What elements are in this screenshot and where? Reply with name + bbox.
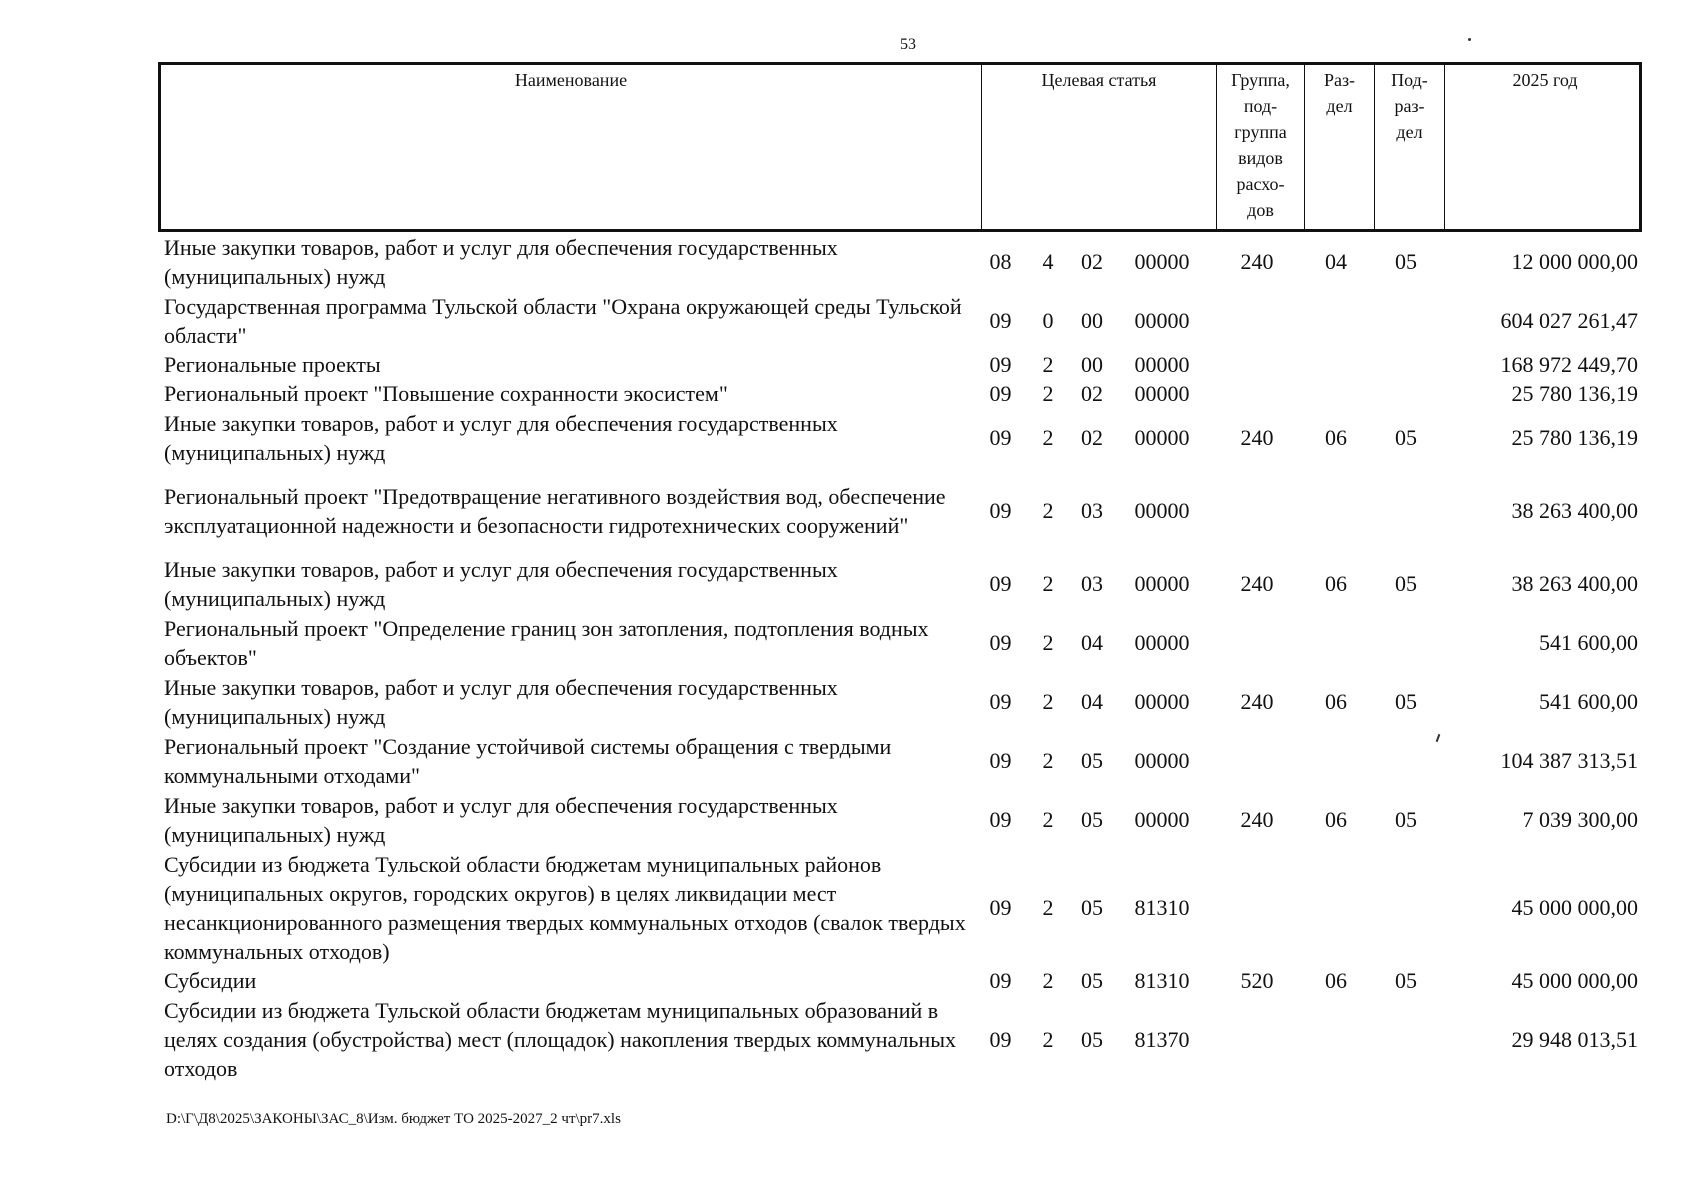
cell-group: 240 (1240, 571, 1274, 596)
row-name: Иные закупки товаров, работ и услуг для обеспечения государственных (муниципальных) нужд (164, 674, 838, 729)
cell-group: 240 (1240, 689, 1274, 714)
table-row (158, 731, 1642, 790)
scan-dot-mark (1468, 38, 1471, 41)
row-name: Субсидии из бюджета Тульской области бюджетам муниципальных районов (муниципальных округов, городских округов) в целях ликвидации мест несанкционированного размещения твердых коммунальных отходов (свалок твердых коммунальных отходов) (164, 851, 966, 964)
header-subsection-line: Под- (1391, 70, 1428, 90)
row-name: Региональный проект "Определение границ зон затопления, подтопления водных объектов" (164, 615, 929, 670)
code-program: 09 (989, 352, 1012, 377)
code-type: 2 (1042, 748, 1054, 773)
cell-amount: 38 263 400,00 (1511, 571, 1638, 596)
cell-subsection (1371, 291, 1441, 350)
code-type: 2 (1042, 498, 1054, 523)
cell-section: 06 (1325, 425, 1347, 450)
cell-subsection (1371, 731, 1441, 790)
cell-subsection: 05 (1395, 425, 1417, 450)
table-body (158, 232, 1642, 1083)
code-program: 09 (989, 807, 1012, 832)
cell-subsection: 05 (1395, 968, 1417, 993)
code-main-event: 04 (1081, 689, 1103, 714)
cell-amount: 168 972 449,70 (1500, 352, 1638, 377)
cell-section (1301, 379, 1371, 408)
code-main-event: 03 (1081, 498, 1103, 523)
cell-section: 06 (1325, 968, 1347, 993)
code-direction: 00000 (1134, 689, 1190, 714)
code-type: 2 (1042, 425, 1054, 450)
table-row (158, 849, 1642, 966)
code-type: 2 (1042, 630, 1054, 655)
cell-subsection: 05 (1395, 807, 1417, 832)
row-name: Субсидии из бюджета Тульской области бюджетам муниципальных образований в целях создания (обустройства) мест (площадок) накопления твердых коммунальных отходов (164, 997, 956, 1081)
header-group-line: дов (1247, 200, 1274, 220)
cell-section (1301, 731, 1371, 790)
cell-group (1213, 995, 1301, 1083)
code-direction: 00000 (1134, 807, 1190, 832)
code-direction: 00000 (1134, 571, 1190, 596)
page-number: 53 (900, 36, 916, 53)
cell-subsection: 05 (1395, 249, 1417, 274)
cell-section (1301, 350, 1371, 379)
budget-table (158, 62, 1642, 1083)
code-main-event: 03 (1081, 571, 1103, 596)
code-type: 4 (1042, 249, 1054, 274)
header-year: 2025 год (1444, 65, 1645, 229)
table-row (158, 672, 1642, 731)
cell-subsection (1371, 613, 1441, 672)
code-direction: 00000 (1134, 352, 1190, 377)
header-subsection (1374, 65, 1444, 229)
code-type: 2 (1042, 807, 1054, 832)
cell-section (1301, 291, 1371, 350)
code-type: 2 (1042, 571, 1054, 596)
header-section-line: дел (1326, 96, 1353, 116)
code-type: 2 (1042, 968, 1054, 993)
cell-group (1213, 467, 1301, 554)
header-subsection-line: раз- (1394, 96, 1425, 116)
row-name: Государственная программа Тульской области "Охрана окружающей среды Тульской области" (164, 293, 962, 348)
cell-section: 06 (1325, 689, 1347, 714)
cell-subsection (1371, 467, 1441, 554)
cell-amount: 25 780 136,19 (1511, 381, 1638, 406)
table-row (158, 790, 1642, 849)
cell-group (1213, 731, 1301, 790)
header-group (1216, 65, 1304, 229)
cell-subsection (1371, 379, 1441, 408)
code-direction: 00000 (1134, 748, 1190, 773)
row-name: Региональный проект "Создание устойчивой системы обращения с твердыми коммунальными отходами" (164, 733, 892, 788)
code-main-event: 04 (1081, 630, 1103, 655)
row-name: Региональный проект "Предотвращение негативного воздействия вод, обеспечение эксплуатационной надежности и безопасности гидротехнических сооружений" (164, 483, 946, 538)
code-direction: 00000 (1134, 498, 1190, 523)
cell-group: 240 (1240, 425, 1274, 450)
header-section-line: Раз- (1323, 70, 1356, 90)
cell-section (1301, 467, 1371, 554)
table-row (158, 966, 1642, 995)
table-row (158, 467, 1642, 554)
cell-section: 04 (1325, 249, 1347, 274)
cell-subsection (1371, 350, 1441, 379)
cell-amount: 29 948 013,51 (1511, 1026, 1638, 1052)
code-program: 08 (989, 249, 1012, 274)
code-program: 09 (989, 1026, 1012, 1052)
table-row (158, 291, 1642, 350)
code-type: 2 (1042, 381, 1054, 406)
table-row (158, 350, 1642, 379)
code-main-event: 05 (1081, 968, 1103, 993)
table-row (158, 232, 1642, 291)
code-direction: 00000 (1134, 425, 1190, 450)
cell-amount: 7 039 300,00 (1522, 807, 1638, 832)
code-program: 09 (989, 498, 1012, 523)
cell-amount: 12 000 000,00 (1511, 249, 1638, 274)
cell-amount: 45 000 000,00 (1511, 968, 1638, 993)
code-main-event: 02 (1081, 425, 1103, 450)
cell-group (1213, 350, 1301, 379)
cell-amount: 25 780 136,19 (1511, 425, 1638, 450)
cell-subsection (1371, 849, 1441, 966)
cell-group: 520 (1240, 968, 1274, 993)
code-direction: 81310 (1134, 968, 1190, 993)
code-direction: 00000 (1134, 308, 1190, 333)
table-row (158, 408, 1642, 467)
code-main-event: 05 (1081, 1026, 1103, 1052)
cell-group: 240 (1240, 807, 1274, 832)
row-name: Иные закупки товаров, работ и услуг для обеспечения государственных (муниципальных) нужд (164, 234, 838, 289)
cell-group (1213, 613, 1301, 672)
cell-amount: 45 000 000,00 (1511, 895, 1638, 920)
code-type: 0 (1042, 308, 1054, 333)
code-main-event: 02 (1081, 249, 1103, 274)
code-type: 2 (1042, 352, 1054, 377)
row-name: Региональный проект "Повышение сохранности экосистем" (164, 381, 728, 406)
file-path-footer: D:\Г\Д8\2025\ЗАКОНЫ\ЗАС_8\Изм. бюджет ТО 2025-2027_2 чт\pr7.xls (166, 1111, 621, 1127)
cell-amount: 541 600,00 (1539, 689, 1638, 714)
header-group-line: видов (1238, 148, 1283, 168)
code-main-event: 05 (1081, 748, 1103, 773)
table-row (158, 995, 1642, 1083)
cell-subsection: 05 (1395, 689, 1417, 714)
row-name: Субсидии (164, 968, 257, 993)
code-program: 09 (989, 571, 1012, 596)
code-direction: 00000 (1134, 249, 1190, 274)
code-main-event: 02 (1081, 381, 1103, 406)
code-direction: 00000 (1134, 381, 1190, 406)
code-program: 09 (989, 425, 1012, 450)
cell-amount: 604 027 261,47 (1500, 308, 1638, 333)
cell-amount: 104 387 313,51 (1500, 748, 1638, 773)
cell-amount: 541 600,00 (1539, 630, 1638, 655)
code-main-event: 05 (1081, 807, 1103, 832)
code-program: 09 (989, 630, 1012, 655)
header-group-line: под- (1243, 96, 1278, 116)
header-group-line: группа (1234, 122, 1287, 142)
header-name: Наименование (514, 70, 628, 90)
cell-section (1301, 995, 1371, 1083)
code-main-event: 00 (1081, 352, 1103, 377)
header-section (1304, 65, 1374, 229)
cell-group (1213, 849, 1301, 966)
cell-section: 06 (1325, 571, 1347, 596)
cell-group (1213, 291, 1301, 350)
code-direction: 00000 (1134, 630, 1190, 655)
code-program: 09 (989, 895, 1012, 920)
code-type: 2 (1042, 1026, 1054, 1052)
cell-subsection (1371, 995, 1441, 1083)
row-name: Иные закупки товаров, работ и услуг для обеспечения государственных (муниципальных) нужд (164, 410, 838, 465)
row-name: Иные закупки товаров, работ и услуг для обеспечения государственных (муниципальных) нужд (164, 792, 838, 847)
table-header (158, 62, 1642, 232)
cell-group (1213, 379, 1301, 408)
code-main-event: 05 (1081, 895, 1103, 920)
cell-section: 06 (1325, 807, 1347, 832)
code-program: 09 (989, 748, 1012, 773)
header-group-line: расхо- (1236, 174, 1285, 194)
code-type: 2 (1042, 895, 1054, 920)
table-row (158, 379, 1642, 408)
code-program: 09 (989, 308, 1012, 333)
code-direction: 81370 (1134, 1026, 1190, 1052)
cell-subsection: 05 (1395, 571, 1417, 596)
code-main-event: 00 (1081, 308, 1103, 333)
header-target-article: Целевая статья (981, 65, 1216, 229)
header-group-line: Группа, (1231, 70, 1290, 90)
cell-section (1301, 849, 1371, 966)
code-direction: 81310 (1134, 895, 1190, 920)
cell-amount: 38 263 400,00 (1511, 498, 1638, 523)
cell-group: 240 (1240, 249, 1274, 274)
table-row (158, 554, 1642, 613)
code-program: 09 (989, 381, 1012, 406)
header-subsection-line: дел (1396, 122, 1423, 142)
row-name: Региональные проекты (164, 352, 381, 377)
cell-section (1301, 613, 1371, 672)
row-name: Иные закупки товаров, работ и услуг для обеспечения государственных (муниципальных) нужд (164, 556, 838, 611)
table-row (158, 613, 1642, 672)
code-program: 09 (989, 968, 1012, 993)
code-type: 2 (1042, 689, 1054, 714)
code-program: 09 (989, 689, 1012, 714)
